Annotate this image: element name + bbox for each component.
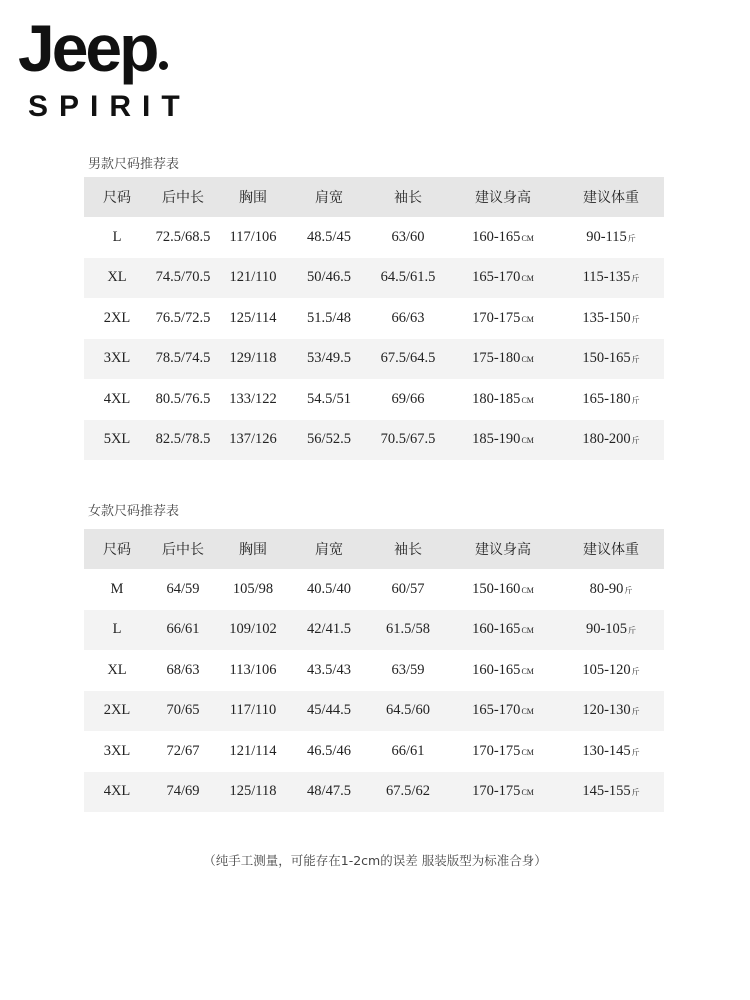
- table-cell: [448, 298, 558, 339]
- cell-value: 185-190: [472, 431, 521, 448]
- table-cell: [216, 691, 290, 732]
- table-cell: [558, 298, 664, 339]
- cell-value: 130-145: [582, 742, 631, 759]
- unit-label: CM: [521, 233, 534, 243]
- table-cell: [84, 569, 150, 610]
- unit-label: CM: [521, 747, 534, 757]
- cell-value: 63/60: [391, 228, 425, 245]
- cell-value: 105/98: [232, 580, 274, 597]
- unit-label: 斤: [624, 585, 633, 595]
- unit-label: CM: [521, 314, 534, 324]
- cell-value: 2XL: [103, 702, 131, 719]
- column-header: 后中长: [150, 177, 216, 217]
- cell-value: 64.5/60: [386, 702, 430, 719]
- table-cell: [290, 731, 368, 772]
- table-cell: [448, 610, 558, 651]
- table-cell: [150, 258, 216, 299]
- table-cell: [216, 217, 290, 258]
- cell-value: 113/106: [229, 661, 277, 678]
- table-cell: [448, 772, 558, 813]
- cell-value: 105-120: [582, 661, 631, 678]
- table-cell: [558, 217, 664, 258]
- table-row: [84, 217, 664, 258]
- table-cell: [216, 420, 290, 461]
- cell-value: 160-165: [472, 228, 521, 245]
- table-cell: [290, 420, 368, 461]
- measurement-note: （纯手工测量，可能存在1-2cm的误差 服装版型为标准合身）: [203, 853, 547, 868]
- table-cell: [368, 610, 448, 651]
- cell-value: 4XL: [103, 783, 131, 800]
- table-cell: [290, 569, 368, 610]
- table-cell: [368, 379, 448, 420]
- cell-value: 165-170: [472, 702, 521, 719]
- table-cell: [150, 339, 216, 380]
- cell-value: 170-175: [472, 742, 521, 759]
- cell-value: 66/63: [391, 309, 425, 326]
- cell-value: 72/67: [166, 742, 200, 759]
- table-cell: [368, 298, 448, 339]
- cell-value: 74.5/70.5: [155, 269, 211, 286]
- table-cell: [150, 379, 216, 420]
- cell-value: 120-130: [582, 702, 631, 719]
- cell-value: 80.5/76.5: [155, 390, 211, 407]
- table-cell: [448, 650, 558, 691]
- cell-value: 3XL: [103, 350, 131, 367]
- table-cell: [290, 610, 368, 651]
- cell-value: 56/52.5: [307, 431, 351, 448]
- cell-value: 70.5/67.5: [380, 431, 436, 448]
- cell-value: 42/41.5: [307, 621, 351, 638]
- table-row: [84, 731, 664, 772]
- table-row: [84, 772, 664, 813]
- unit-label: 斤: [631, 355, 640, 365]
- men-size-table: [84, 177, 664, 460]
- cell-value: 53/49.5: [307, 350, 351, 367]
- women-size-table: [84, 529, 664, 812]
- cell-value: 90-105: [585, 621, 628, 638]
- cell-value: XL: [107, 661, 127, 678]
- unit-label: CM: [521, 436, 534, 446]
- cell-value: 117/110: [229, 702, 277, 719]
- column-header: 胸围: [216, 529, 290, 569]
- column-header: 尺码: [84, 529, 150, 569]
- table-cell: [150, 569, 216, 610]
- table-cell: [150, 298, 216, 339]
- cell-value: XL: [107, 269, 127, 286]
- table-cell: [150, 691, 216, 732]
- cell-value: 76.5/72.5: [155, 309, 211, 326]
- table-cell: [558, 772, 664, 813]
- women-size-title: 女款尺码推荐表: [88, 504, 180, 519]
- cell-value: 145-155: [582, 783, 631, 800]
- cell-value: 133/122: [229, 390, 277, 407]
- table-cell: [558, 650, 664, 691]
- cell-value: 67.5/62: [386, 783, 430, 800]
- cell-value: 165-170: [472, 269, 521, 286]
- cell-value: 69/66: [391, 390, 425, 407]
- brand-logo-sub: SPIRIT: [28, 90, 191, 123]
- cell-value: 48.5/45: [307, 228, 351, 245]
- column-header: 建议体重: [558, 177, 664, 217]
- cell-value: 61.5/58: [386, 621, 430, 638]
- table-cell: [290, 772, 368, 813]
- logo-dot-icon: [159, 61, 168, 70]
- table-cell: [368, 731, 448, 772]
- table-cell: [216, 339, 290, 380]
- table-cell: [84, 298, 150, 339]
- table-cell: [216, 298, 290, 339]
- cell-value: 160-165: [472, 661, 521, 678]
- cell-value: 50/46.5: [307, 269, 351, 286]
- cell-value: 82.5/78.5: [155, 431, 211, 448]
- table-cell: [150, 731, 216, 772]
- cell-value: 66/61: [166, 621, 200, 638]
- cell-value: 115-135: [582, 269, 631, 286]
- column-header: 尺码: [84, 177, 150, 217]
- table-row: [84, 379, 664, 420]
- table-cell: [216, 258, 290, 299]
- column-header: 袖长: [368, 177, 448, 217]
- table-cell: [216, 772, 290, 813]
- table-cell: [84, 420, 150, 461]
- table-cell: [558, 691, 664, 732]
- table-cell: [558, 379, 664, 420]
- table-row: [84, 298, 664, 339]
- cell-value: 51.5/48: [307, 309, 351, 326]
- table-cell: [290, 258, 368, 299]
- cell-value: 68/63: [166, 661, 200, 678]
- cell-value: 64/59: [166, 580, 200, 597]
- cell-value: 150-165: [582, 350, 631, 367]
- table-row: [84, 569, 664, 610]
- cell-value: 160-165: [472, 621, 521, 638]
- table-row: [84, 420, 664, 461]
- cell-value: 72.5/68.5: [155, 228, 211, 245]
- table-header-row: [84, 177, 664, 217]
- table-cell: [558, 569, 664, 610]
- cell-value: 137/126: [229, 431, 277, 448]
- cell-value: 43.5/43: [307, 661, 351, 678]
- cell-value: 80-90: [589, 580, 624, 597]
- cell-value: 66/61: [391, 742, 425, 759]
- brand-logo: [18, 12, 191, 124]
- table-cell: [290, 217, 368, 258]
- table-cell: [84, 258, 150, 299]
- cell-value: 46.5/46: [307, 742, 351, 759]
- cell-value: 170-175: [472, 309, 521, 326]
- column-header: 建议体重: [558, 529, 664, 569]
- unit-label: 斤: [631, 436, 640, 446]
- table-cell: [368, 691, 448, 732]
- unit-label: CM: [521, 788, 534, 798]
- cell-value: L: [112, 621, 122, 638]
- table-cell: [448, 691, 558, 732]
- cell-value: L: [112, 228, 122, 245]
- unit-label: CM: [521, 707, 534, 717]
- table-row: [84, 258, 664, 299]
- table-cell: [84, 217, 150, 258]
- cell-value: 121/110: [229, 269, 277, 286]
- cell-value: 180-200: [582, 431, 631, 448]
- cell-value: 121/114: [229, 742, 277, 759]
- table-cell: [84, 691, 150, 732]
- column-header: 后中长: [150, 529, 216, 569]
- men-size-title: 男款尺码推荐表: [88, 157, 180, 172]
- unit-label: 斤: [628, 626, 637, 636]
- table-cell: [150, 772, 216, 813]
- cell-value: 150-160: [472, 580, 521, 597]
- table-row: [84, 610, 664, 651]
- table-cell: [368, 217, 448, 258]
- column-header: 肩宽: [290, 529, 368, 569]
- cell-value: 70/65: [166, 702, 200, 719]
- unit-label: 斤: [627, 233, 636, 243]
- table-cell: [84, 610, 150, 651]
- table-cell: [448, 569, 558, 610]
- unit-label: CM: [521, 274, 534, 284]
- table-cell: [84, 379, 150, 420]
- cell-value: 54.5/51: [307, 390, 351, 407]
- unit-label: CM: [521, 355, 534, 365]
- cell-value: 48/47.5: [307, 783, 351, 800]
- cell-value: M: [110, 580, 124, 597]
- unit-label: 斤: [631, 666, 640, 676]
- brand-logo-main: Jeep: [18, 12, 156, 84]
- column-header: 袖长: [368, 529, 448, 569]
- table-header-row: [84, 529, 664, 569]
- table-cell: [448, 379, 558, 420]
- table-cell: [290, 691, 368, 732]
- table-cell: [368, 339, 448, 380]
- table-cell: [150, 420, 216, 461]
- cell-value: 135-150: [582, 309, 631, 326]
- cell-value: 5XL: [103, 431, 131, 448]
- table-cell: [216, 731, 290, 772]
- cell-value: 45/44.5: [307, 702, 351, 719]
- table-cell: [368, 420, 448, 461]
- cell-value: 60/57: [391, 580, 425, 597]
- table-cell: [558, 731, 664, 772]
- table-cell: [558, 339, 664, 380]
- table-cell: [448, 258, 558, 299]
- unit-label: 斤: [631, 274, 640, 284]
- cell-value: 40.5/40: [307, 580, 351, 597]
- table-cell: [216, 569, 290, 610]
- table-cell: [290, 298, 368, 339]
- table-cell: [216, 379, 290, 420]
- cell-value: 64.5/61.5: [380, 269, 436, 286]
- table-cell: [368, 772, 448, 813]
- unit-label: 斤: [631, 314, 640, 324]
- table-cell: [448, 420, 558, 461]
- table-cell: [368, 650, 448, 691]
- cell-value: 90-115: [586, 228, 627, 245]
- table-cell: [558, 258, 664, 299]
- unit-label: 斤: [631, 707, 640, 717]
- column-header: 建议身高: [448, 177, 558, 217]
- column-header: 胸围: [216, 177, 290, 217]
- cell-value: 165-180: [582, 390, 631, 407]
- table-cell: [150, 610, 216, 651]
- table-cell: [150, 217, 216, 258]
- cell-value: 4XL: [103, 390, 131, 407]
- table-row: [84, 339, 664, 380]
- table-cell: [448, 339, 558, 380]
- cell-value: 63/59: [391, 661, 425, 678]
- cell-value: 117/106: [229, 228, 277, 245]
- table-cell: [448, 217, 558, 258]
- table-cell: [84, 731, 150, 772]
- unit-label: CM: [521, 666, 534, 676]
- table-cell: [448, 731, 558, 772]
- cell-value: 170-175: [472, 783, 521, 800]
- table-cell: [150, 650, 216, 691]
- table-cell: [290, 650, 368, 691]
- table-cell: [84, 339, 150, 380]
- table-row: [84, 691, 664, 732]
- table-cell: [84, 772, 150, 813]
- unit-label: CM: [521, 395, 534, 405]
- cell-value: 125/118: [229, 783, 277, 800]
- unit-label: 斤: [631, 747, 640, 757]
- unit-label: CM: [521, 585, 534, 595]
- cell-value: 74/69: [166, 783, 200, 800]
- cell-value: 3XL: [103, 742, 131, 759]
- table-cell: [290, 339, 368, 380]
- column-header: 肩宽: [290, 177, 368, 217]
- table-cell: [216, 610, 290, 651]
- unit-label: 斤: [631, 788, 640, 798]
- unit-label: 斤: [631, 395, 640, 405]
- unit-label: CM: [521, 626, 534, 636]
- table-cell: [558, 420, 664, 461]
- cell-value: 78.5/74.5: [155, 350, 211, 367]
- cell-value: 125/114: [229, 309, 277, 326]
- cell-value: 2XL: [103, 309, 131, 326]
- table-row: [84, 650, 664, 691]
- cell-value: 175-180: [472, 350, 521, 367]
- table-cell: [216, 650, 290, 691]
- cell-value: 109/102: [229, 621, 277, 638]
- cell-value: 67.5/64.5: [380, 350, 436, 367]
- cell-value: 129/118: [229, 350, 277, 367]
- table-cell: [84, 650, 150, 691]
- table-cell: [558, 610, 664, 651]
- column-header: 建议身高: [448, 529, 558, 569]
- table-cell: [368, 569, 448, 610]
- cell-value: 180-185: [472, 390, 521, 407]
- table-cell: [368, 258, 448, 299]
- table-cell: [290, 379, 368, 420]
